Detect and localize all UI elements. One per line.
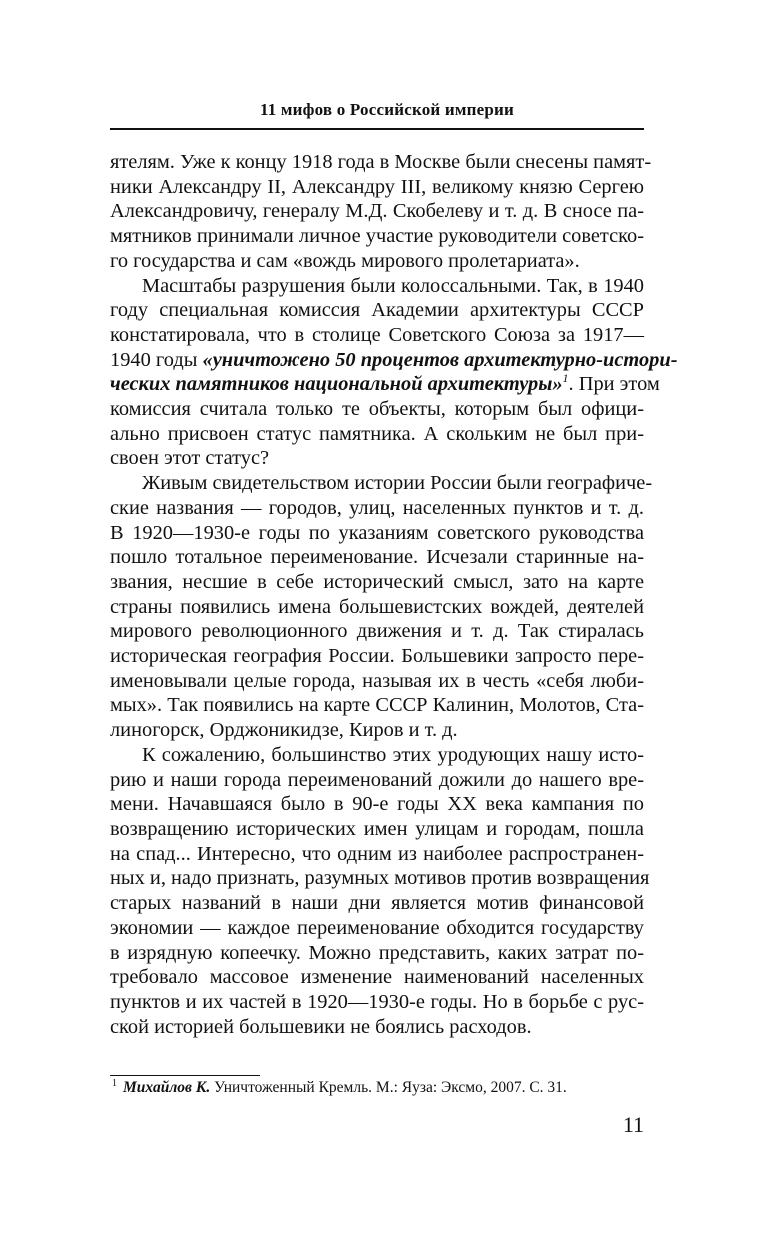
text-line: Масштабы разрушения были колоссальными. Так, в 1940	[142, 274, 644, 297]
text-line: мятников принимали личное участие руководители советско-	[110, 225, 644, 248]
text-line: Живым свидетельством истории России были географиче-	[142, 472, 653, 495]
text-line: в изрядную копеечку. Можно представить, каких затрат по-	[110, 941, 644, 964]
text-line: В 1920—1930-е годы по указаниям советского руководства	[110, 521, 644, 544]
paragraph-1	[110, 150, 652, 274]
text-line: страны появились имена большевистских вождей, деятелей	[110, 595, 644, 618]
text-line: году специальная комиссия Академии архитектуры СССР	[110, 299, 644, 322]
footnote-mark: 1	[112, 1077, 117, 1089]
text-line: мых». Так появились на карте СССР Калинин, Молотов, Ста-	[110, 694, 644, 717]
text-line: своен этот статус?	[110, 447, 270, 470]
text-line: мирового революционного движения и т. д. Так стиралась	[110, 620, 644, 643]
running-head	[110, 100, 644, 120]
text-line	[110, 371, 660, 397]
text-line: К сожалению, большинство этих уродующих нашу исто-	[142, 743, 644, 766]
footnote-text: Уничтоженный Кремль. М.: Яуза: Эксмо, 2007. С. 31.	[210, 1079, 567, 1096]
quote-fragment: ческих памятников национальной архитектуры»	[110, 373, 563, 396]
text-line: пунктов и их частей в 1920—1930-е годы. Но в борьбе с рус-	[110, 990, 644, 1013]
body-text	[110, 150, 678, 1039]
text-fragment: 1940 годы	[110, 348, 203, 371]
text-line	[110, 348, 678, 373]
text-line: комиссия считала только те объекты, которым был офици-	[110, 398, 644, 421]
text-line: мени. Начавшаяся было в 90-е годы XX века кампания по	[110, 793, 644, 816]
running-title: 11 мифов о Российской империи	[259, 100, 515, 119]
text-line: на спад... Интересно, что одним из наиболее распространен-	[110, 842, 644, 865]
quote-fragment: «уничтожено 50 процентов архитектурно-истори-	[202, 348, 678, 371]
text-line: Александровичу, генералу М.Д. Скобелеву и т. д. В сносе па-	[110, 200, 644, 223]
text-line: старых названий в наши дни является мотив финансовой	[110, 892, 644, 915]
text-line: констатировала, что в столице Советского Союза за 1917—	[110, 323, 644, 346]
paragraph-3	[110, 471, 653, 743]
paragraph-2	[110, 274, 678, 472]
text-line: ятелям. Уже к концу 1918 года в Москве были снесены памят-	[110, 151, 652, 173]
text-line: именовывали целые города, называя их в честь «себя люби-	[110, 669, 644, 692]
footnote-author: Михайлов К.	[123, 1079, 211, 1096]
paragraph-4	[110, 743, 650, 1039]
text-line: ально присвоен статус памятника. А скольким не был при-	[110, 422, 644, 445]
page-number: 11	[622, 1112, 644, 1137]
text-line: ных и, надо признать, разумных мотивов против возвращения	[110, 867, 650, 890]
text-line: пошло тотальное переименование. Исчезали старинные на-	[110, 546, 644, 569]
footnote	[110, 1078, 644, 1098]
text-fragment: . При этом	[568, 373, 660, 396]
text-line: требовало массовое изменение наименований населенных	[110, 966, 644, 989]
text-line: историческая география России. Большевики запросто пере-	[110, 645, 644, 668]
text-line: экономии — каждое переименование обходится государству	[110, 916, 644, 939]
text-line: го государства и сам «вождь мирового пролетариата».	[110, 249, 580, 272]
text-line: линогорск, Орджоникидзе, Киров и т. д.	[110, 719, 458, 742]
text-line: ники Александру II, Александру III, великому князю Сергею	[110, 175, 644, 198]
footnote-rule	[110, 1075, 260, 1076]
text-line: звания, несшие в себе исторический смысл, зато на карте	[110, 570, 644, 593]
text-line: ской историей большевики не боялись расходов.	[110, 1015, 532, 1038]
text-line: ские названия — городов, улиц, населенных пунктов и т. д.	[110, 496, 644, 519]
text-line: возвращению исторических имен улицам и городам, пошла	[110, 817, 644, 840]
header-rule	[110, 128, 644, 130]
text-line: рию и наши города переименований дожили до нашего вре-	[110, 768, 644, 791]
footnote-reference[interactable]: 1	[562, 371, 569, 386]
